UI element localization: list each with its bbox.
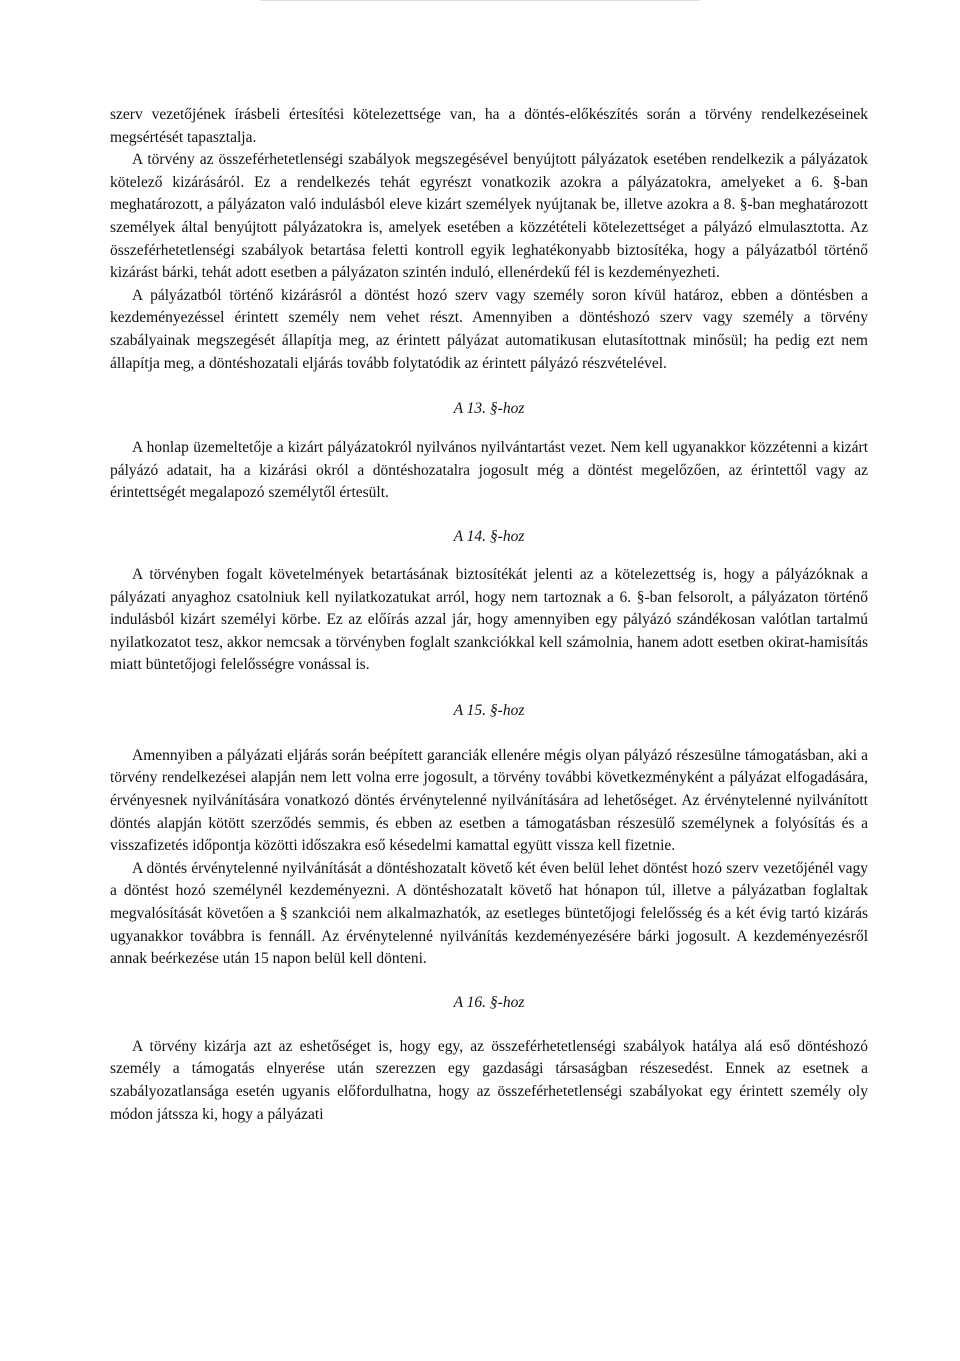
paragraph: Amennyiben a pályázati eljárás során beépített garanciák ellenére mégis olyan pályázó részesülne támogatásban, aki a törvény rendelkezései alapján nem lett volna erre jogosult, a törvény további következményként a pályázat elfogadására, érvényesnek nyilvánítására vonatkozó döntés érvénytelenné nyilvánítására ad lehetőséget. Az érvénytelenné nyilvánított döntés alapján kötött szerződés semmis, és ebben az esetben a támogatásban részesülő személynek a folyósítás és a visszafizetés időpontja közötti időszakra eső késedelmi kamattal együtt vissza kell fizetnie.: [110, 746, 868, 855]
paragraph: A törvényben fogalt követelmények betartásának biztosítékát jelenti az a kötelezettség is, hogy a pályázóknak a pályázati anyaghoz csatolniuk kell nyilatkozatukat arról, hogy nem tartoznak a 6. §-ban felsorolt, a pályázaton történő indulásból kizárt személyi körbe. Ez az előírás azzal jár, hogy amennyiben egy pályázó szándékosan valótlan tartalmú nyilatkozatot tesz, akkor nemcsak a törvényben foglalt szankciókkal kell számolnia, hanem adott esetben okirat-hamisítás miatt büntetőjogi felelősségre vonással is.: [110, 565, 868, 674]
paragraph: szerv vezetőjének írásbeli értesítési kötelezettsége van, ha a döntés-előkészítés során a törvény rendelkezéseinek megsértését tapasztalja.: [110, 106, 868, 146]
document-page: [110, 104, 868, 1126]
paragraph: A döntés érvénytelenné nyilvánítását a döntéshozatalt követő két éven belül lehet döntést hozó szerv vezetőjénél vagy a döntést hozó személynél kezdeményezni. A döntéshozatalt követő hat hónapon túl, illetve a pályázatban foglaltak megvalósítását követően a § szankciói nem alkalmazhatók, az esetleges büntetőjogi felelősség és a két évig tartó kizárás ugyanakkor továbbra is fennáll. Az érvénytelenné nyilvánítás kezdeményezésére bárki jogosult. A kezdeményezésről annak beérkezése után 15 napon belül kell dönteni.: [110, 859, 868, 968]
paragraph: A honlap üzemeltetője a kizárt pályázatokról nyilvános nyilvántartást vezet. Nem kell ugyanakkor közzétenni a kizárt pályázó adatait, ha a kizárási okról a döntéshozatalra jogosult még a döntést megelőzően, az érintettől vagy az érintettségét megalapozó személytől értesült.: [110, 439, 868, 502]
paragraph: A törvény kizárja azt az eshetőséget is, hogy egy, az összeférhetetlenségi szabályok hatálya alá eső döntéshozó személy a támogatás elnyerése után szerezzen egy gazdasági társaságban részesedést. Ennek az esetnek a szabályozatlansága esetén ugyanis előfordulhatna, hogy az összeférhetetlenségi szabályokat egy érintett személy oly módon játssza ki, hogy a pályázati: [110, 1037, 868, 1123]
section-heading: A 14. §-hoz: [453, 527, 525, 545]
section-heading: A 13. §-hoz: [453, 400, 525, 418]
section-heading: A 16. §-hoz: [453, 993, 525, 1011]
paragraph: A törvény az összeférhetetlenségi szabályok megszegésével benyújtott pályázatok esetében rendelkezik a pályázatok kötelező kizárásáról. Ez a rendelkezés tehát egyrészt vonatkozik azokra a pályázatokra, amelyeket a 6. §-ban meghatározott, a pályázaton való indulásból eleve kizárt személyek nyújtanak be, illetve azokra a 8. §-ban meghatározott személyek által benyújtott pályázatokra is, amelyek esetében a közzétételi kötelezettséget a pályázó elmulasztotta. Az összeférhetetlenségi szabályok betartása feletti kontroll egyik leghatékonyabb biztosítéka, hogy a pályázatból történő kizárást bárki, tehát adott esetben a pályázaton szintén induló, ellenérdekű fél is kezdeményezheti.: [110, 151, 868, 282]
paragraph: A pályázatból történő kizárásról a döntést hozó szerv vagy személy soron kívül határoz, ebben a döntésben a kezdeményezéssel érintett személy nem vehet részt. Amennyiben a döntéshozó szerv vagy személy a törvény szabályainak megszegését állapítja meg, az érintett pályázat automatikusan elutasítottnak minősül; ha pedig ezt nem állapítja meg, a döntéshozatali eljárás tovább folytatódik az érintett pályázó részvételével.: [110, 286, 868, 372]
scan-top-edge: [260, 0, 700, 1]
section-heading: A 15. §-hoz: [453, 701, 525, 719]
